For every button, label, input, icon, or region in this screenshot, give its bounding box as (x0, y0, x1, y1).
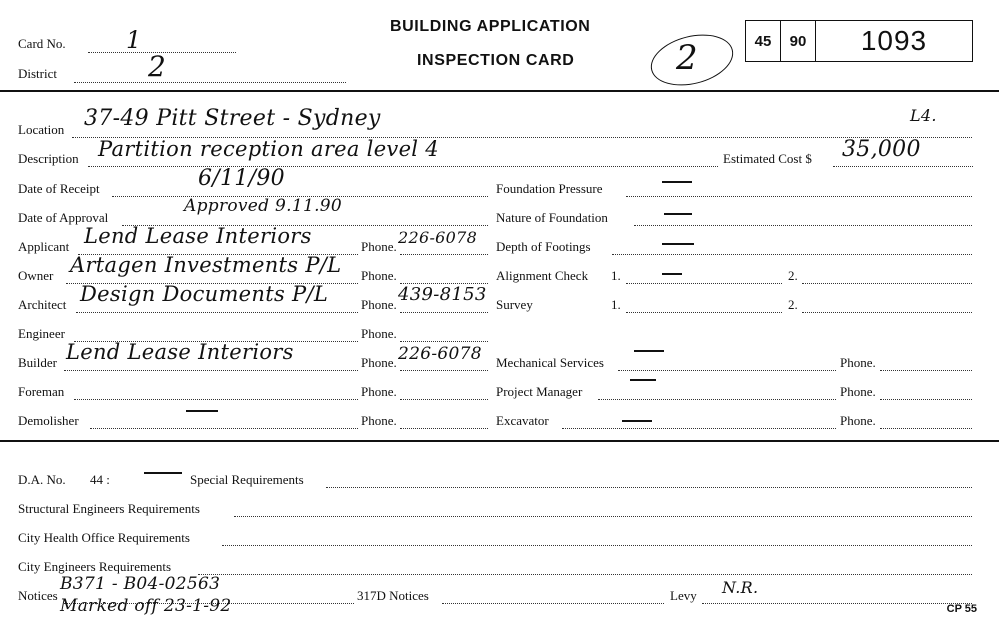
project-manager-phone-label: Phone. (840, 384, 876, 399)
excavator-dots (562, 428, 836, 429)
card-no-value: 1 (126, 26, 142, 54)
alignment-two-label: 2. (788, 268, 798, 283)
da-no-value: 44 : (90, 472, 110, 487)
applicant-phone-value: 226-6078 (398, 228, 478, 247)
foreman-dots (74, 399, 358, 400)
demolisher-phone-label: Phone. (361, 413, 397, 428)
location-value: 37-49 Pitt Street - Sydney (84, 106, 381, 131)
district-value: 2 (148, 50, 167, 83)
applicant-phone-label: Phone. (361, 239, 397, 254)
description-label: Description (18, 151, 79, 166)
notices-317d-label: 317D Notices (357, 588, 429, 603)
depth-of-footings-dots (612, 254, 972, 255)
demolisher-phone-dots (400, 428, 488, 429)
architect-phone-value: 439-8153 (398, 284, 487, 305)
excavator-dash (622, 420, 652, 422)
middle-rule (0, 440, 999, 442)
survey-two-label: 2. (788, 297, 798, 312)
architect-label: Architect (18, 297, 67, 312)
box-cell-1: 45 (746, 21, 781, 61)
date-of-receipt-label: Date of Receipt (18, 181, 100, 196)
project-manager-dots (598, 399, 836, 400)
applicant-value: Lend Lease Interiors (84, 224, 312, 248)
mechanical-phone-dots (880, 370, 972, 371)
demolisher-dash (186, 410, 218, 412)
district-dots (74, 82, 346, 83)
date-of-approval-value: Approved 9.11.90 (184, 196, 343, 216)
notices-label: Notices (18, 588, 58, 603)
card-no-label: Card No. (18, 36, 66, 51)
notices-value: B371 - B04-02563 (60, 574, 221, 594)
district-label: District (18, 66, 57, 81)
mechanical-phone-label: Phone. (840, 355, 876, 370)
notices-317d-dots (442, 603, 664, 604)
da-no-dash (144, 472, 182, 474)
structural-label: Structural Engineers Requirements (18, 501, 200, 516)
applicant-label: Applicant (18, 239, 70, 254)
mechanical-services-dots (618, 370, 836, 371)
architect-dots (76, 312, 358, 313)
city-engineers-label: City Engineers Requirements (18, 559, 172, 574)
foreman-phone-label: Phone. (361, 384, 397, 399)
estimated-cost-label: Estimated Cost $ (723, 151, 812, 166)
project-manager-dash (630, 379, 656, 381)
survey-label: Survey (496, 297, 533, 312)
builder-phone-label: Phone. (361, 355, 397, 370)
owner-label: Owner (18, 268, 54, 283)
architect-phone-label: Phone. (361, 297, 397, 312)
alignment-one-label: 1. (611, 268, 621, 283)
alignment-one-dots (626, 283, 782, 284)
builder-phone-value: 226-6078 (398, 344, 482, 364)
da-no-label: D.A. No. (18, 472, 66, 487)
demolisher-dots (90, 428, 358, 429)
nature-of-foundation-dash (664, 213, 692, 215)
health-label: City Health Office Requirements (18, 530, 190, 545)
depth-of-footings-dash (662, 243, 694, 245)
mechanical-services-label: Mechanical Services (496, 355, 604, 370)
owner-value: Artagen Investments P/L (70, 253, 342, 277)
estimated-cost-value: 35,000 (842, 137, 921, 162)
description-value: Partition reception area level 4 (98, 137, 439, 161)
survey-one-dots (626, 312, 782, 313)
nature-of-foundation-dots (634, 225, 972, 226)
excavator-phone-label: Phone. (840, 413, 876, 428)
foundation-pressure-dash (662, 181, 692, 183)
health-dots (222, 545, 972, 546)
title-line1: BUILDING APPLICATION (390, 18, 591, 35)
builder-value: Lend Lease Interiors (66, 340, 294, 364)
box-cell-3: 1093 (860, 25, 928, 56)
excavator-phone-dots (880, 428, 972, 429)
circled-mark-value: 2 (676, 38, 698, 78)
date-of-receipt-value: 6/11/90 (198, 166, 285, 191)
depth-of-footings-label: Depth of Footings (496, 239, 591, 254)
engineer-phone-dots (400, 341, 488, 342)
location-note: L4. (910, 106, 937, 125)
location-label: Location (18, 122, 65, 137)
levy-value: N.R. (722, 578, 759, 597)
nature-of-foundation-label: Nature of Foundation (496, 210, 608, 225)
alignment-one-dash (662, 273, 682, 275)
engineer-phone-label: Phone. (361, 326, 397, 341)
estimated-cost-dots (833, 166, 973, 167)
foreman-phone-dots (400, 399, 488, 400)
mechanical-services-dash (634, 350, 664, 352)
city-engineers-dots (198, 574, 972, 575)
title-line2: INSPECTION CARD (417, 52, 575, 69)
builder-label: Builder (18, 355, 57, 370)
alignment-check-label: Alignment Check (496, 268, 589, 283)
levy-label: Levy (670, 588, 697, 603)
architect-phone-dots (400, 312, 488, 313)
foundation-pressure-label: Foundation Pressure (496, 181, 603, 196)
box-cell-2: 90 (781, 21, 816, 61)
top-rule (0, 90, 999, 92)
architect-value: Design Documents P/L (80, 282, 329, 306)
foundation-pressure-dots (626, 196, 972, 197)
file-number-box (745, 20, 973, 62)
special-requirements-label: Special Requirements (190, 472, 304, 487)
survey-two-dots (802, 312, 972, 313)
notices-note: Marked off 23-1-92 (60, 596, 232, 616)
survey-one-label: 1. (611, 297, 621, 312)
excavator-label: Excavator (496, 413, 549, 428)
form-code: CP 55 (946, 603, 977, 615)
demolisher-label: Demolisher (18, 413, 79, 428)
description-dots (88, 166, 718, 167)
date-of-approval-label: Date of Approval (18, 210, 109, 225)
builder-dots (64, 370, 358, 371)
builder-phone-dots (400, 370, 488, 371)
foreman-label: Foreman (18, 384, 65, 399)
structural-dots (234, 516, 972, 517)
alignment-two-dots (802, 283, 972, 284)
project-manager-label: Project Manager (496, 384, 583, 399)
owner-phone-label: Phone. (361, 268, 397, 283)
levy-dots (702, 603, 972, 604)
special-requirements-dots (326, 487, 972, 488)
engineer-label: Engineer (18, 326, 65, 341)
applicant-phone-dots (400, 254, 488, 255)
project-manager-phone-dots (880, 399, 972, 400)
